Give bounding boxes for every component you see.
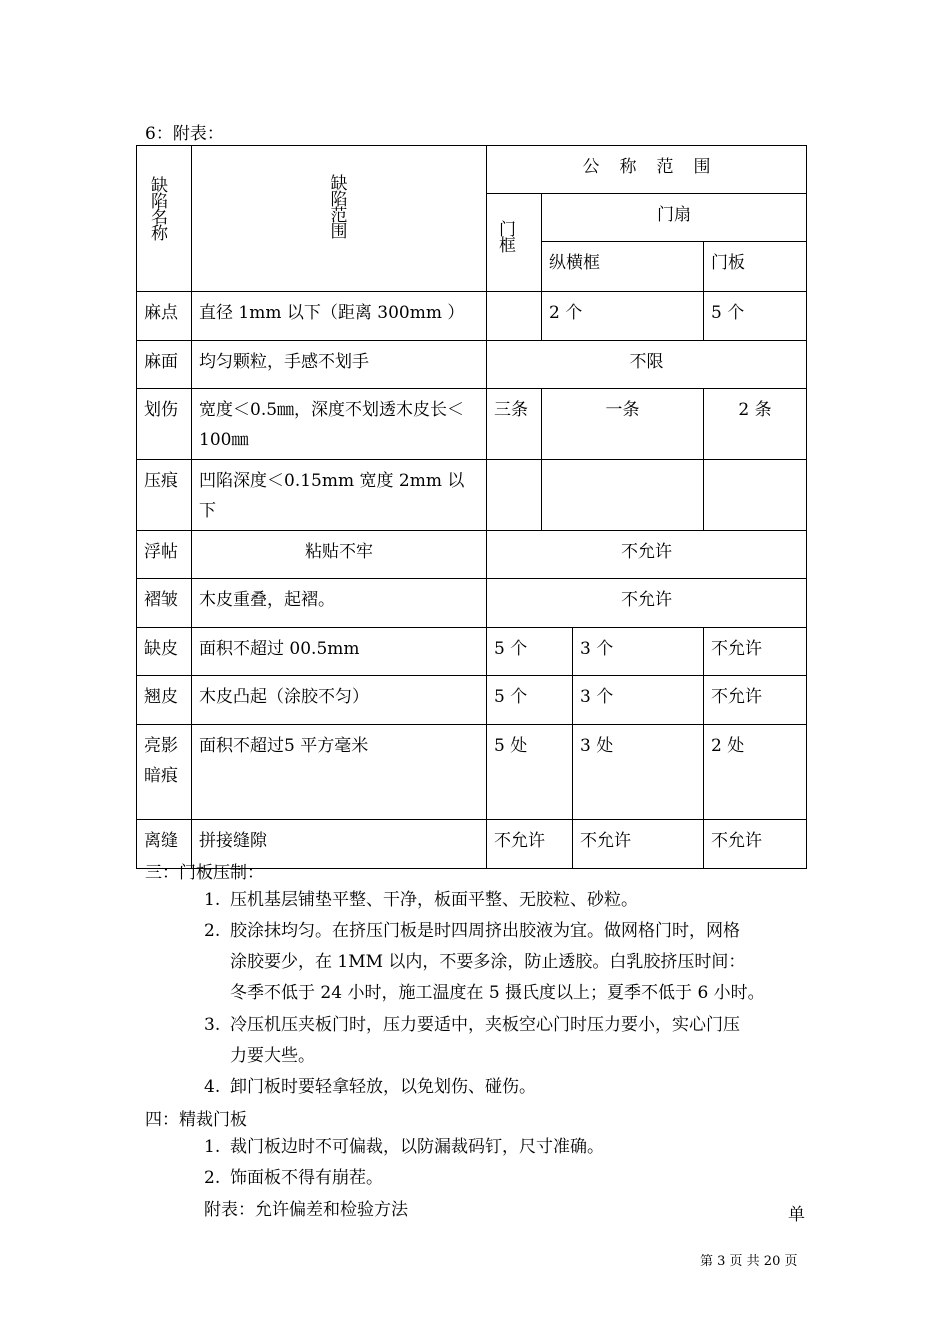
item-text: 饰面板不得有崩茬。 — [230, 1168, 383, 1188]
list-item — [204, 1132, 604, 1163]
panel-value: 2 处 — [704, 725, 807, 820]
item-number: 2. — [204, 1168, 221, 1188]
section-3-title: 三：门板压制： — [145, 863, 264, 883]
header-char: 称 — [619, 157, 637, 177]
defect-name: 压痕 — [137, 460, 192, 531]
rails-value: 2 个 — [542, 292, 704, 341]
panel-value — [704, 460, 807, 531]
defect-name: 褶皱 — [137, 579, 192, 628]
header-defect-name — [137, 146, 192, 292]
section-4-title: 四：精裁门板 — [145, 1110, 247, 1130]
defect-range: 凹陷深度＜0.15mm 宽度 2mm 以下 — [192, 460, 487, 531]
defect-range: 粘贴不牢 — [192, 531, 487, 579]
header-door-frame — [487, 194, 542, 292]
header-char: 缺 — [151, 176, 168, 196]
defect-name: 麻面 — [137, 341, 192, 389]
list-item — [204, 916, 740, 947]
rails-value: 3 处 — [573, 725, 704, 820]
defect-range: 宽度＜0.5㎜，深度不划透木皮长＜100㎜ — [192, 389, 487, 460]
header-char: 陷 — [151, 192, 168, 212]
header-char: 围 — [330, 222, 348, 242]
header-char: 名 — [151, 208, 168, 228]
merged-value: 不允许 — [487, 579, 807, 628]
header-char: 称 — [151, 224, 168, 244]
defect-range: 面积不超过 00.5mm — [192, 628, 487, 676]
defect-name: 缺皮 — [137, 628, 192, 676]
header-char: 范 — [656, 157, 674, 177]
header-char: 门 — [499, 220, 516, 240]
frame-value: 不允许 — [487, 820, 573, 869]
item-number: 4. — [204, 1077, 221, 1097]
header-nominal-range — [487, 146, 807, 194]
item-text: 压机基层铺垫平整、干净，板面平整、无胶粒、砂粒。 — [230, 890, 638, 910]
item-text: 胶涂抹均匀。在挤压门板是时四周挤出胶液为宜。做网格门时，网格 — [230, 921, 740, 941]
panel-value: 不允许 — [704, 820, 807, 869]
list-item — [204, 1072, 536, 1103]
header-door-leaf: 门扇 — [542, 194, 807, 242]
merged-value: 不允许 — [487, 531, 807, 579]
header-char: 陷 — [330, 190, 348, 210]
list-item — [204, 885, 638, 916]
defect-range: 面积不超过5 平方毫米 — [192, 725, 487, 820]
header-defect-range — [192, 146, 487, 292]
defect-name: 亮影暗痕 — [137, 725, 192, 820]
list-item — [204, 1163, 383, 1194]
table-row — [137, 341, 807, 389]
item-continuation: 涂胶要少，在 1MM 以内，不要多涂，防止透胶。白乳胶挤压时间： — [230, 952, 746, 972]
item-text: 卸门板时要轻拿轻放，以免划伤、碰伤。 — [230, 1077, 536, 1097]
header-panel: 门板 — [704, 242, 807, 292]
defect-name: 划伤 — [137, 389, 192, 460]
item-continuation: 冬季不低于 24 小时，施工温度在 5 摄氏度以上；夏季不低于 6 小时。 — [230, 983, 765, 1003]
item-number: 1. — [204, 1137, 221, 1157]
item-number: 3. — [204, 1015, 221, 1035]
item-continuation: 力要大些。 — [230, 1046, 315, 1066]
rails-value — [542, 460, 704, 531]
page-footer: 第 3 页 共 20 页 — [700, 1254, 798, 1269]
panel-value: 5 个 — [704, 292, 807, 341]
rails-value: 3 个 — [573, 676, 704, 725]
panel-value: 不允许 — [704, 628, 807, 676]
defect-table — [136, 145, 807, 869]
table-row — [137, 531, 807, 579]
defect-range: 木皮凸起（涂胶不匀） — [192, 676, 487, 725]
appendix-heading: 6：附表： — [145, 124, 224, 144]
header-char: 公 — [582, 157, 600, 177]
panel-value: 不允许 — [704, 676, 807, 725]
table-row — [137, 389, 807, 460]
item-number: 2. — [204, 921, 221, 941]
table-row — [137, 579, 807, 628]
defect-range: 直径 1mm 以下（距离 300mm ） — [192, 292, 487, 341]
defect-range: 拼接缝隙 — [192, 820, 487, 869]
header-char: 围 — [693, 157, 711, 177]
item-text: 裁门板边时不可偏裁，以防漏裁码钉，尺寸准确。 — [230, 1137, 604, 1157]
defect-name: 浮帖 — [137, 531, 192, 579]
header-char: 缺 — [330, 174, 348, 194]
panel-value: 2 条 — [704, 389, 807, 460]
header-char: 范 — [330, 206, 348, 226]
frame-value: 5 个 — [487, 676, 573, 725]
merged-value: 不限 — [487, 341, 807, 389]
frame-value: 5 处 — [487, 725, 573, 820]
defect-name: 离缝 — [137, 820, 192, 869]
header-rails: 纵横框 — [542, 242, 704, 292]
table-row — [137, 292, 807, 341]
frame-value — [487, 292, 542, 341]
unit-label: 单 — [788, 1205, 805, 1225]
defect-range: 木皮重叠，起褶。 — [192, 579, 487, 628]
defect-name: 翘皮 — [137, 676, 192, 725]
rails-value: 不允许 — [573, 820, 704, 869]
item-text: 冷压机压夹板门时，压力要适中，夹板空心门时压力要小，实心门压 — [230, 1015, 740, 1035]
rails-value: 3 个 — [573, 628, 704, 676]
rails-value: 一条 — [542, 389, 704, 460]
header-char: 框 — [499, 236, 516, 256]
table-row — [137, 725, 807, 820]
frame-value: 5 个 — [487, 628, 573, 676]
frame-value: 三条 — [487, 389, 542, 460]
table-row — [137, 628, 807, 676]
table-row — [137, 460, 807, 531]
frame-value — [487, 460, 542, 531]
item-number: 1. — [204, 890, 221, 910]
appendix-caption: 附表：允许偏差和检验方法 — [204, 1200, 408, 1220]
defect-name: 麻点 — [137, 292, 192, 341]
defect-range: 均匀颗粒，手感不划手 — [192, 341, 487, 389]
table-row — [137, 676, 807, 725]
list-item — [204, 1010, 740, 1041]
